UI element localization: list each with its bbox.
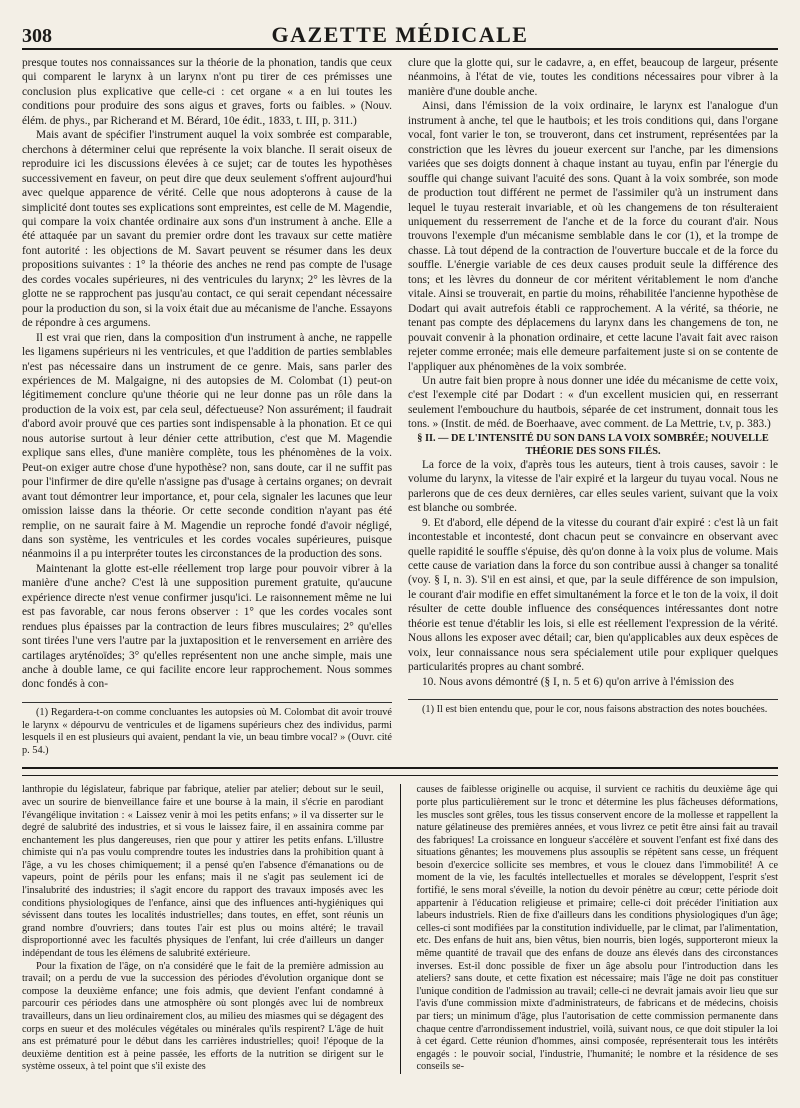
paragraph: Pour la fixation de l'âge, on n'a considéré que le fait de la première admission au travail; on a perdu de vue la succession des périodes d'évolution organique dont se compose la deuxième enfance; une fois admis, que devient l'enfant condamné à parcourir ces périodes dans une atmosphère où sont plongés avec lui de nombreux travailleurs, dans un lieu ordinairement clos, au milieu des miasmes qui se dégagent des corps en sueur et des molécules végétales ou minérales qu'ils respirent? L'âge de huit ans est prématuré pour le début dans les carrières industrielles; quoi! l'époque de la deuxième dentition est à peine passée, les efforts de la nutrition se dirigent sur le système osseux, à tel point que s'il existe des (22, 960, 384, 1073)
paragraph: 10. Nous avons démontré (§ I, n. 5 et 6) qu'on arrive à l'émission des (422, 675, 734, 688)
article-left-column (22, 56, 392, 757)
paragraph: Un autre fait bien propre à nous donner une idée du mécanisme de cette voix, c'est l'exemple cité par Dodart : « d'un excellent musicien qui, en resserrant seulement l'embouchure du hautbois, séparée de cet instrument, donnait tous les tons. » (Instit. de méd. de Boerhaave, avec comment. de La Mettrie, t.v, p. 383.) (408, 374, 778, 431)
paragraph: Ainsi, dans l'émission de la voix ordinaire, le larynx est l'analogue d'un instrument à anche, tel que le hautbois; et les trois conditions qui, dans l'organe vocal, font varier le ton, se trouveront, dans cet instrument, représentées par la constriction que les lèvres du joueur exercent sur l'anche, par les dimensions variées que ses doigts donnent à chaque instant au tuyau, enfin par l'énergie du souffle qui change suivant l'acuité des sons. Quant à la voix sombrée, son mode de production tout différent ne permet de l'assimiler qu'à un instrument dans lequel le tuyau resterait invariable, et où les changemens de ton résulteraient uniquement du resserrement de l'anche et de la force du courant d'air. Nous trouvons l'exemple d'un mécanisme semblable dans le cor (1), et la trompe de chasse. Là tout dépend de la contraction de l'ouverture buccale et de la force du souffle. L'énergie variable de ces deux causes produit seule la différence des tons; et les lèvres du donneur de cor méritent véritablement le nom d'anche vitale. Ainsi se trouverait, en partie du moins, réhabilitée l'ancienne hypothèse de Dodart qui avait autrefois établi ce rapprochement. A la vérité, sa théorie, ne tenant pas compte des déplacemens du larynx dans les changemens de ton, ne pouvait convenir à la phonation ordinaire, et cette lacune l'avait fait avec raison rejeter comme erronée; mais elle demeure parfaitement juste si on se contente de l'appliquer aux phénomènes de la voix sombrée. (408, 100, 778, 373)
article-right-column (408, 56, 778, 757)
article-separator (22, 767, 778, 769)
footnote: (1) Il est bien entendu que, pour le cor, nous faisons abstraction des notes bouchées. (422, 704, 768, 716)
paragraph: lanthropie du législateur, fabrique par fabrique, atelier par atelier; debout sur le seuil, avec un sourire de bienveillance faire et une bourse à la main, il s'écrie en parodiant l'évangélique invitation : « Laissez venir à moi les petits enfans; » il va disserter sur le degré de salubrité des industries, et si vous le laissez faire, il en assainira comme par enchantement les plus dangereuses, rien que pour y attirer les petits enfans. L'illustre chimiste qui n'a pas voulu comprendre toutes les industries dans la prohibition quant à l'âge, a vu les choses chimiquement; il a pensé qu'en l'absence d'émanations ou de vapeurs, point de périls pour les enfans; mais il ne s'agit pas seulement ici de l'insalubrité des industries; il s'agit encore du rapport des travaux imposés avec les conditions physiologiques de l'enfance, ainsi que des influences anti-hygiéniques qui sévissent dans toutes les localités industrielles; dans toutes, en effet, sont réunis un grand nombre d'ouvriers; dans toutes l'air est plus ou moins altéré; le travail disproportionné avec les facultés physiques de l'enfant, lui crée d'ailleurs un danger indépendant de tous les élémens de salubrité extérieure. (22, 784, 384, 960)
article-phonation (22, 56, 778, 757)
section-heading: § II. — DE L'INTENSITÉ DU SON DANS LA VOIX SOMBRÉE; NOUVELLE THÉORIE DES SONS FILÉS. (417, 432, 769, 457)
footnote-divider (22, 702, 392, 703)
paragraph: Maintenant la glotte est-elle réellement trop large pour pouvoir vibrer à la manière d'une anche? C'est là une supposition purement gratuite, qu'aucune expérience directe n'est venue confirmer jusqu'ici. Le raisonnement même ne lui est pas favorable, car nous ferons observer : 1° que les cordes vocales sont rendues plus épaisses par la contraction de leurs fibres musculaires; 2° qu'elles sont tirées l'une vers l'autre par la juxtaposition et le renversement en arrière des cartilages aryténoïdes; 3° qu'elles représentent non une anche simple, mais une anche à double lame, ce qui facilite encore leur rapprochement. Nous sommes donc fondés à con- (22, 562, 392, 691)
second-right-column (416, 784, 778, 1074)
page-number: 308 (22, 25, 52, 47)
article-separator-thin (22, 775, 778, 776)
paragraph: Mais avant de spécifier l'instrument auquel la voix sombrée est comparable, cherchons à déterminer celui que représente la voix blanche. Il serait oiseux de reproduire ici les discussions élevées à ce sujet; car de toutes les hypothèses successivement en faveur, on peut dire que deux seulement s'offrent aujourd'hui avec quelque apparence de vérité. Celle que nous adopterons à cause de la simplicité dont toutes ses explications sont empreintes, est celle de M. Magendie, qui compare la voix chantée ordinaire aux sons d'un instrument à anche. Elle a été attaquée par un savant du premier ordre dont les travaux sur cette matière font autorité : les objections de M. Savart peuvent se résumer dans les deux propositions suivantes : 1° la théorie des anches ne rend pas compte de l'usage des cordes vocales supérieures, ni des ventricules du larynx; 2° les lèvres de la glotte ne se rapprochent pas jusqu'au contact, ce qui serait cependant nécessaire pour la production du son, si la voix était due au mécanisme de l'anche. Essayons de répondre à ces argumens. (22, 129, 392, 330)
page-header (22, 14, 778, 50)
paragraph: 9. Et d'abord, elle dépend de la vitesse du courant d'air expiré : c'est là un fait incontestable et incontesté, dont chacun peut se convaincre en observant avec quelle rapidité le souffle s'épuise, dès qu'on donne à la voix plus de volume. Mais cette cause de variation dans la force du son contribue aussi à changer sa tonalité (voy. § I, n. 3). S'il en est ainsi, et que, par la seule différence de son impulsion, le courant d'air modifie en effet simultanément la force et le ton de la voix, il doit résulter de cette double influence des conséquences intéressantes dont notre théorie est tenue d'établir les lois, si elle est réellement l'expression de la vérité. Nous allons les exposer avec détail; car, bien qu'applicables aux deux espèces de voix, leur connaissance nous sera spécialement utile pour expliquer quelques particularités propres au chant sombré. (408, 516, 778, 674)
paragraph: presque toutes nos connaissances sur la théorie de la phonation, tandis que ceux qui comparent le larynx à un larynx n'ont pu tirer de ces prémisses une conclusion plus explicative que celle-ci : cet organe « a en lui toutes les conditions pour produire des sons aigus et graves, forts ou faibles. » (Nouv. élém. de phys., par Richerand et M. Bérard, 10e édit., 1833, t. III, p. 311.) (22, 57, 392, 127)
journal-title: GAZETTE MÉDICALE (271, 22, 529, 47)
second-left-column (22, 784, 384, 1074)
paragraph: clure que la glotte qui, sur le cadavre, a, en effet, beaucoup de largeur, présente néanmoins, à l'état de vie, toutes les conditions nécessaires pour vibrer à la manière d'une double anche. (408, 57, 778, 98)
paragraph: Il est vrai que rien, dans la composition d'un instrument à anche, ne rappelle les ligamens supérieurs ni les ventricules, et que l'addition de parties semblables n'est pas nécessaire dans un instrument de ce genre. Mais, sans parler des expériences de M. Malgaigne, ni des autopsies de M. Colombat (1) peut-on légitimement conclure qu'une théorie qui ne leur donne pas un rôle dans la production de la voix est, par cela seul, défectueuse? Non assurément; il faudrait d'abord avoir prouvé que ces parties sont indispensable à la phonation. Et ce qui nous autorise surtout à leur dénier cette attribution, c'est que M. Magendie explique sans elles, d'une manière complète, tous les phénomènes de la voix. Peut-on exiger autre chose d'une hypothèse? non, sans doute, car il ne suffit pas pour l'infirmer de dire qu'elle n'assigne pas d'usage à certains organes; on devrait avant tout démontrer leur importance, et, pour cela, signaler les lacunes que leur omission laisse dans la théorie. Or cette seconde condition n'ayant pas été remplie, on ne saurait faire à M. Magendie un reproche fondé d'avoir négligé, dans son système, les ventricules et les cordes vocales supérieures, puisque néanmoins il a pu interpréter toutes les circonstances de la production des sons. (22, 331, 392, 561)
paragraph: La force de la voix, d'après tous les auteurs, tient à trois causes, savoir : le volume du larynx, la vitesse de l'air expiré et la largeur du tuyau vocal. Nous ne parlerons que de ces deux dernières, car elles seules varient, suivant que la voix est blanche ou sombrée. (408, 458, 778, 515)
footnote: (1) Regardera-t-on comme concluantes les autopsies où M. Colombat dit avoir trouvé le larynx « dépourvu de ventricules et de ligamens supérieurs chez des individus, parmi lesquels il en est plusieurs qui avaient, pendant la vie, un beau timbre vocal? » (Ouvr. cité p. 54.) (22, 706, 392, 756)
column-rule (400, 784, 401, 1074)
footnote-divider (408, 699, 778, 700)
article-child-labour (22, 784, 778, 1074)
paragraph: causes de faiblesse originelle ou acquise, il survient ce rachitis du deuxième âge qui porte plus particulièrement sur le tronc et détermine les plus fâcheuses déformations, les muscles sont grêles, tous les tissus conservent encore de la mollesse et rappellent la nature gélatineuse des premières années, et vous livrez ce petit être ainsi fait au travail des fabriques! La croissance en longueur s'accélère et souvent l'enfant est fixé dans des situations gênantes; les mouvemens plus assouplis se répètent sans cesse, un fréquent besoin d'exercice sollicite ses membres, et vous le clouez dans l'immobilité! A ce moment de la vie, les facultés intellectuelles et morales se développent, l'esprit s'est fortifié, le sens moral s'éveille, la notion du devoir pénètre au cœur; cette période doit appartenir à l'éducation religieuse et primaire; celle-ci doit précéder l'initiation aux labeurs industriels. Rien de fixe d'ailleurs dans les conditions physiologiques d'un âge; celles-ci sont modifiées par la constitution individuelle, par le climat, par l'alimentation, etc. Des enfans de huit ans, bien vêtus, bien nourris, bien logés, supporteront mieux la même quantité de travail que des enfans de douze ans élevés dans des circonstances inverses. Est-il donc possible de fixer un âge absolu pour l'introduction dans les ateliers? sans doute, et cette fixation est nécessaire; mais l'âge ne doit pas constituer l'unique condition de l'admission au travail; celle-ci ne devrait jamais avoir lieu que sur l'avis d'une commission mixte d'administrateurs, de fabricans et de médecins, choisis par tiers; un minimum d'âge, plus l'autorisation de cette commission permanente dans chaque centre d'arrondissement industriel, voilà, suivant nous, ce que doit stipuler la loi à cet égard. Cette réunion d'hommes, ainsi composée, représenterait tous les intérêts engagés : le pouvoir social, l'industrie, l'humanité; le nombre et la résidence de ses conseils se- (416, 784, 778, 1073)
